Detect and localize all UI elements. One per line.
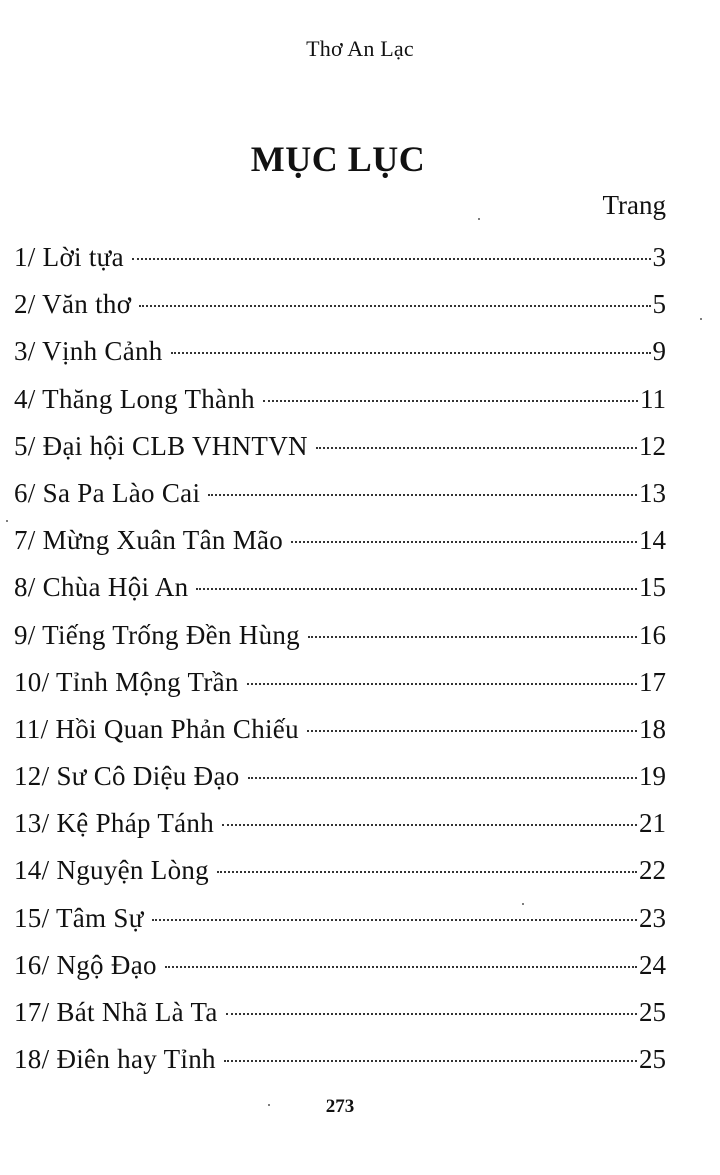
toc-entry-title: 12/ Sư Cô Diệu Đạo	[14, 761, 240, 792]
toc-entry[interactable]	[14, 895, 666, 942]
dot-leader	[307, 730, 637, 732]
scan-speck	[6, 520, 8, 522]
toc-entry-page: 25	[639, 1044, 666, 1075]
toc-entry-page: 14	[639, 525, 666, 556]
dot-leader	[152, 919, 637, 921]
toc-entry-page: 5	[652, 289, 666, 320]
dot-leader	[139, 305, 650, 307]
toc-entry[interactable]	[14, 234, 666, 281]
toc-entry-title: 9/ Tiếng Trống Đền Hùng	[14, 619, 300, 650]
toc-entry-title: 7/ Mừng Xuân Tân Mão	[14, 525, 284, 556]
toc-entry-title: 3/ Vịnh Cảnh	[14, 336, 163, 367]
toc-entry-title: 1/ Lời tựa	[14, 242, 124, 272]
page-number: 273	[325, 1096, 355, 1117]
dot-leader	[226, 1013, 637, 1015]
dot-leader	[165, 966, 637, 968]
toc-entry[interactable]	[14, 753, 666, 800]
toc-entry[interactable]	[14, 281, 666, 328]
toc-entry-page: 3	[652, 242, 666, 272]
toc-entry-title: 18/ Điên hay Tỉnh	[14, 1044, 216, 1075]
toc-entry[interactable]	[14, 423, 666, 470]
scan-speck	[700, 318, 702, 320]
toc-entry[interactable]	[14, 706, 666, 753]
toc-entry-title: 8/ Chùa Hội An	[14, 572, 189, 603]
dot-leader	[171, 352, 651, 354]
scan-speck	[522, 903, 524, 905]
table-of-contents	[14, 234, 666, 1083]
toc-entry[interactable]	[14, 847, 666, 894]
toc-entry-page: 23	[639, 902, 666, 933]
toc-entry[interactable]	[14, 800, 666, 847]
toc-entry[interactable]	[14, 376, 666, 423]
toc-entry[interactable]	[14, 517, 666, 564]
toc-entry-title: 15/ Tâm Sự	[14, 902, 144, 933]
toc-entry[interactable]	[14, 1036, 666, 1083]
dot-leader	[224, 1060, 637, 1062]
dot-leader	[222, 824, 637, 826]
toc-entry-title: 2/ Văn thơ	[14, 289, 132, 320]
toc-entry[interactable]	[14, 989, 666, 1036]
dot-leader	[308, 636, 637, 638]
page-title: MỤC LỤC	[250, 139, 426, 179]
toc-entry[interactable]	[14, 942, 666, 989]
toc-entry-title: 10/ Tỉnh Mộng Trần	[14, 666, 239, 697]
toc-entry-page: 22	[639, 855, 666, 886]
dot-leader	[247, 683, 637, 685]
toc-entry[interactable]	[14, 564, 666, 611]
toc-entry[interactable]	[14, 470, 666, 517]
toc-entry-title: 11/ Hồi Quan Phản Chiếu	[14, 713, 299, 744]
toc-entry-page: 24	[639, 949, 666, 980]
scan-speck	[268, 1104, 270, 1106]
toc-entry-title: 5/ Đại hội CLB VHNTVN	[14, 430, 308, 461]
toc-entry-page: 21	[639, 808, 666, 839]
dot-leader	[263, 400, 638, 402]
dot-leader	[291, 541, 637, 543]
toc-entry-page: 16	[639, 619, 666, 650]
toc-entry-page: 13	[639, 477, 666, 508]
dot-leader	[248, 777, 637, 779]
toc-entry-title: 4/ Thăng Long Thành	[14, 383, 255, 414]
toc-entry-title: 17/ Bát Nhã Là Ta	[14, 997, 218, 1027]
toc-entry-page: 18	[639, 713, 666, 744]
page-column-label: Trang	[602, 190, 666, 220]
toc-entry-page: 17	[639, 666, 666, 697]
toc-entry[interactable]	[14, 328, 666, 375]
toc-entry-page: 9	[652, 336, 666, 367]
dot-leader	[208, 494, 637, 496]
toc-entry-page: 19	[639, 761, 666, 792]
toc-entry[interactable]	[14, 612, 666, 659]
toc-entry-title: 14/ Nguyện Lòng	[14, 855, 209, 886]
toc-entry[interactable]	[14, 659, 666, 706]
toc-entry-title: 13/ Kệ Pháp Tánh	[14, 808, 215, 839]
scan-speck	[478, 218, 480, 220]
toc-entry-title: 16/ Ngộ Đạo	[14, 949, 157, 980]
toc-entry-page: 25	[639, 997, 666, 1027]
toc-entry-page: 12	[639, 430, 666, 461]
toc-entry-page: 15	[639, 572, 666, 603]
dot-leader	[217, 871, 637, 873]
toc-entry-page: 11	[640, 383, 666, 414]
dot-leader	[316, 447, 637, 449]
toc-entry-title: 6/ Sa Pa Lào Cai	[14, 477, 201, 508]
running-header: Thơ An Lạc	[306, 36, 414, 61]
dot-leader	[196, 588, 637, 590]
dot-leader	[132, 258, 651, 260]
